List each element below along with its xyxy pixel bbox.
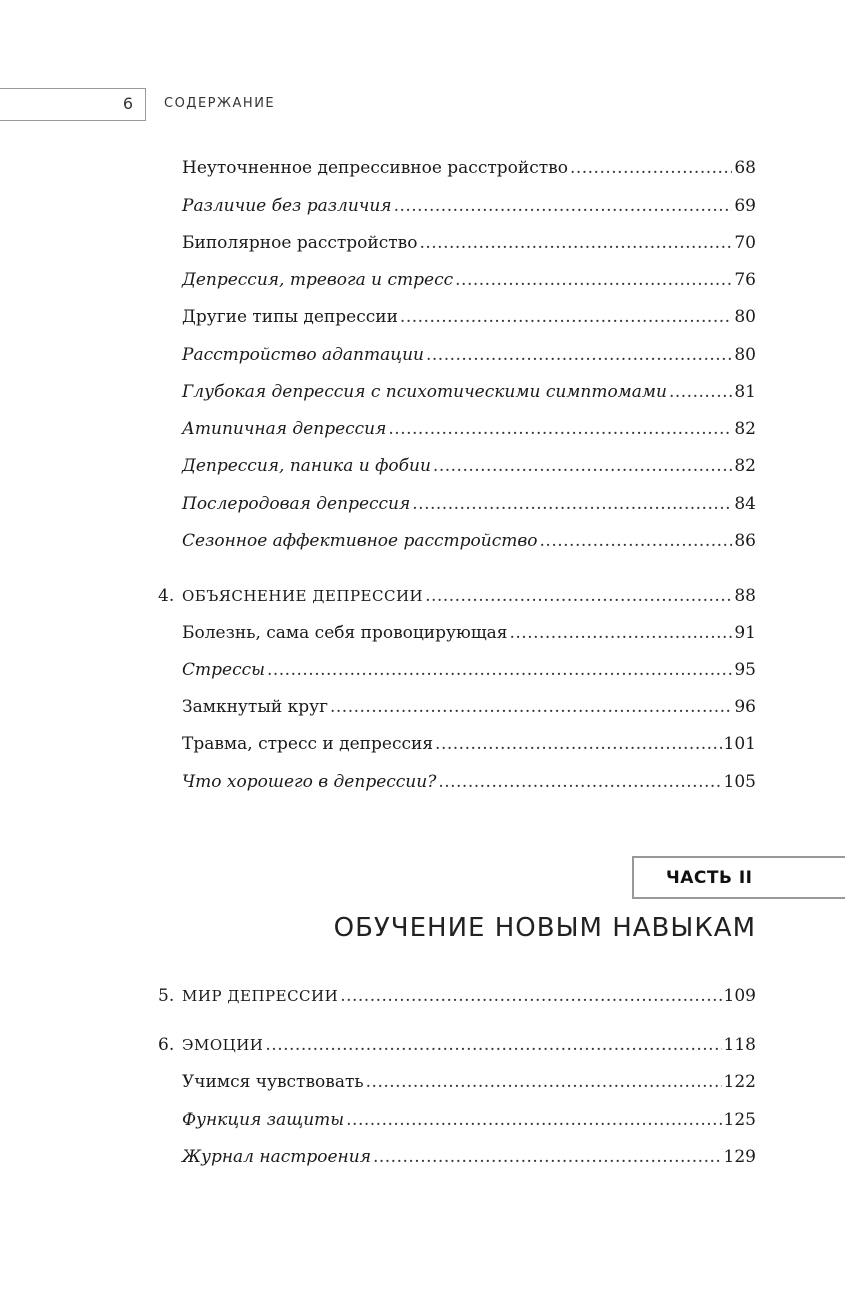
- toc-entry[interactable]: Другие типы депрессии ..... 80: [182, 304, 756, 330]
- toc-leader-dots: [438, 769, 721, 795]
- chapter-number: 6.: [158, 1035, 175, 1055]
- toc-leader-dots: [346, 1107, 721, 1133]
- chapter-number: 5.: [158, 986, 175, 1006]
- toc-leader-dots: [426, 342, 732, 368]
- toc-entry[interactable]: Неуточненное депрессивное расстройство ..... 68: [182, 155, 756, 181]
- toc-entry[interactable]: Болезнь, сама себя провоцирующая ..... 91: [182, 620, 756, 646]
- toc-leader-dots: [419, 230, 732, 256]
- toc-chapter-entry[interactable]: ЭМОЦИИ ..... 118: [182, 1032, 756, 1058]
- toc-entry[interactable]: Стрессы ..... 95: [182, 657, 756, 683]
- toc-leader-dots: [400, 304, 732, 330]
- toc-leader-dots: [412, 491, 732, 517]
- toc-entry[interactable]: Сезонное аффективное расстройство ..... 86: [182, 528, 756, 554]
- toc-entry[interactable]: Депрессия, паника и фобии ..... 82: [182, 453, 756, 479]
- toc-leader-dots: [373, 1144, 722, 1170]
- toc-leader-dots: [669, 379, 732, 405]
- toc-leader-dots: [435, 731, 722, 757]
- toc-chapter-entry[interactable]: МИР ДЕПРЕССИИ ..... 109: [182, 983, 756, 1009]
- toc-entry[interactable]: Замкнутый круг ..... 96: [182, 694, 756, 720]
- part-label-box: [632, 856, 845, 899]
- toc-entry[interactable]: Учимся чувствовать ..... 122: [182, 1069, 756, 1095]
- toc-entry[interactable]: Атипичная депрессия ..... 82: [182, 416, 756, 442]
- toc-entry[interactable]: Послеродовая депрессия ..... 84: [182, 491, 756, 517]
- page-number: 6: [122, 94, 133, 113]
- toc-leader-dots: [265, 1032, 721, 1058]
- toc-leader-dots: [330, 694, 732, 720]
- toc-leader-dots: [570, 155, 732, 181]
- toc-leader-dots: [509, 620, 732, 646]
- toc-leader-dots: [425, 583, 732, 609]
- toc-entry[interactable]: Расстройство адаптации ..... 80: [182, 342, 756, 368]
- toc-chapter-entry[interactable]: ОБЪЯСНЕНИЕ ДЕПРЕССИИ ..... 88: [182, 583, 756, 609]
- toc-entry[interactable]: Различие без различия ..... 69: [182, 193, 756, 219]
- toc-leader-dots: [394, 193, 733, 219]
- toc-leader-dots: [340, 983, 721, 1009]
- toc-entry[interactable]: Журнал настроения ..... 129: [182, 1144, 756, 1170]
- toc-leader-dots: [366, 1069, 722, 1095]
- toc-entry[interactable]: Травма, стресс и депрессия ..... 101: [182, 731, 756, 757]
- toc-leader-dots: [388, 416, 732, 442]
- toc-entry[interactable]: Функция защиты ..... 125: [182, 1107, 756, 1133]
- part-title: ОБУЧЕНИЕ НОВЫМ НАВЫКАМ: [333, 913, 756, 943]
- running-head: СОДЕРЖАНИЕ: [164, 96, 276, 111]
- toc-leader-dots: [540, 528, 733, 554]
- toc-leader-dots: [267, 657, 732, 683]
- toc-entry[interactable]: Глубокая депрессия с психотическими симптомами ..... 81: [182, 379, 756, 405]
- toc-leader-dots: [433, 453, 732, 479]
- header-page-box: [0, 88, 146, 121]
- toc-leader-dots: [455, 267, 732, 293]
- toc-entry[interactable]: Что хорошего в депрессии? ..... 105: [182, 769, 756, 795]
- toc-entry[interactable]: Биполярное расстройство ..... 70: [182, 230, 756, 256]
- part-label: ЧАСТЬ II: [666, 868, 753, 888]
- chapter-number: 4.: [158, 586, 175, 606]
- toc-entry[interactable]: Депрессия, тревога и стресс ..... 76: [182, 267, 756, 293]
